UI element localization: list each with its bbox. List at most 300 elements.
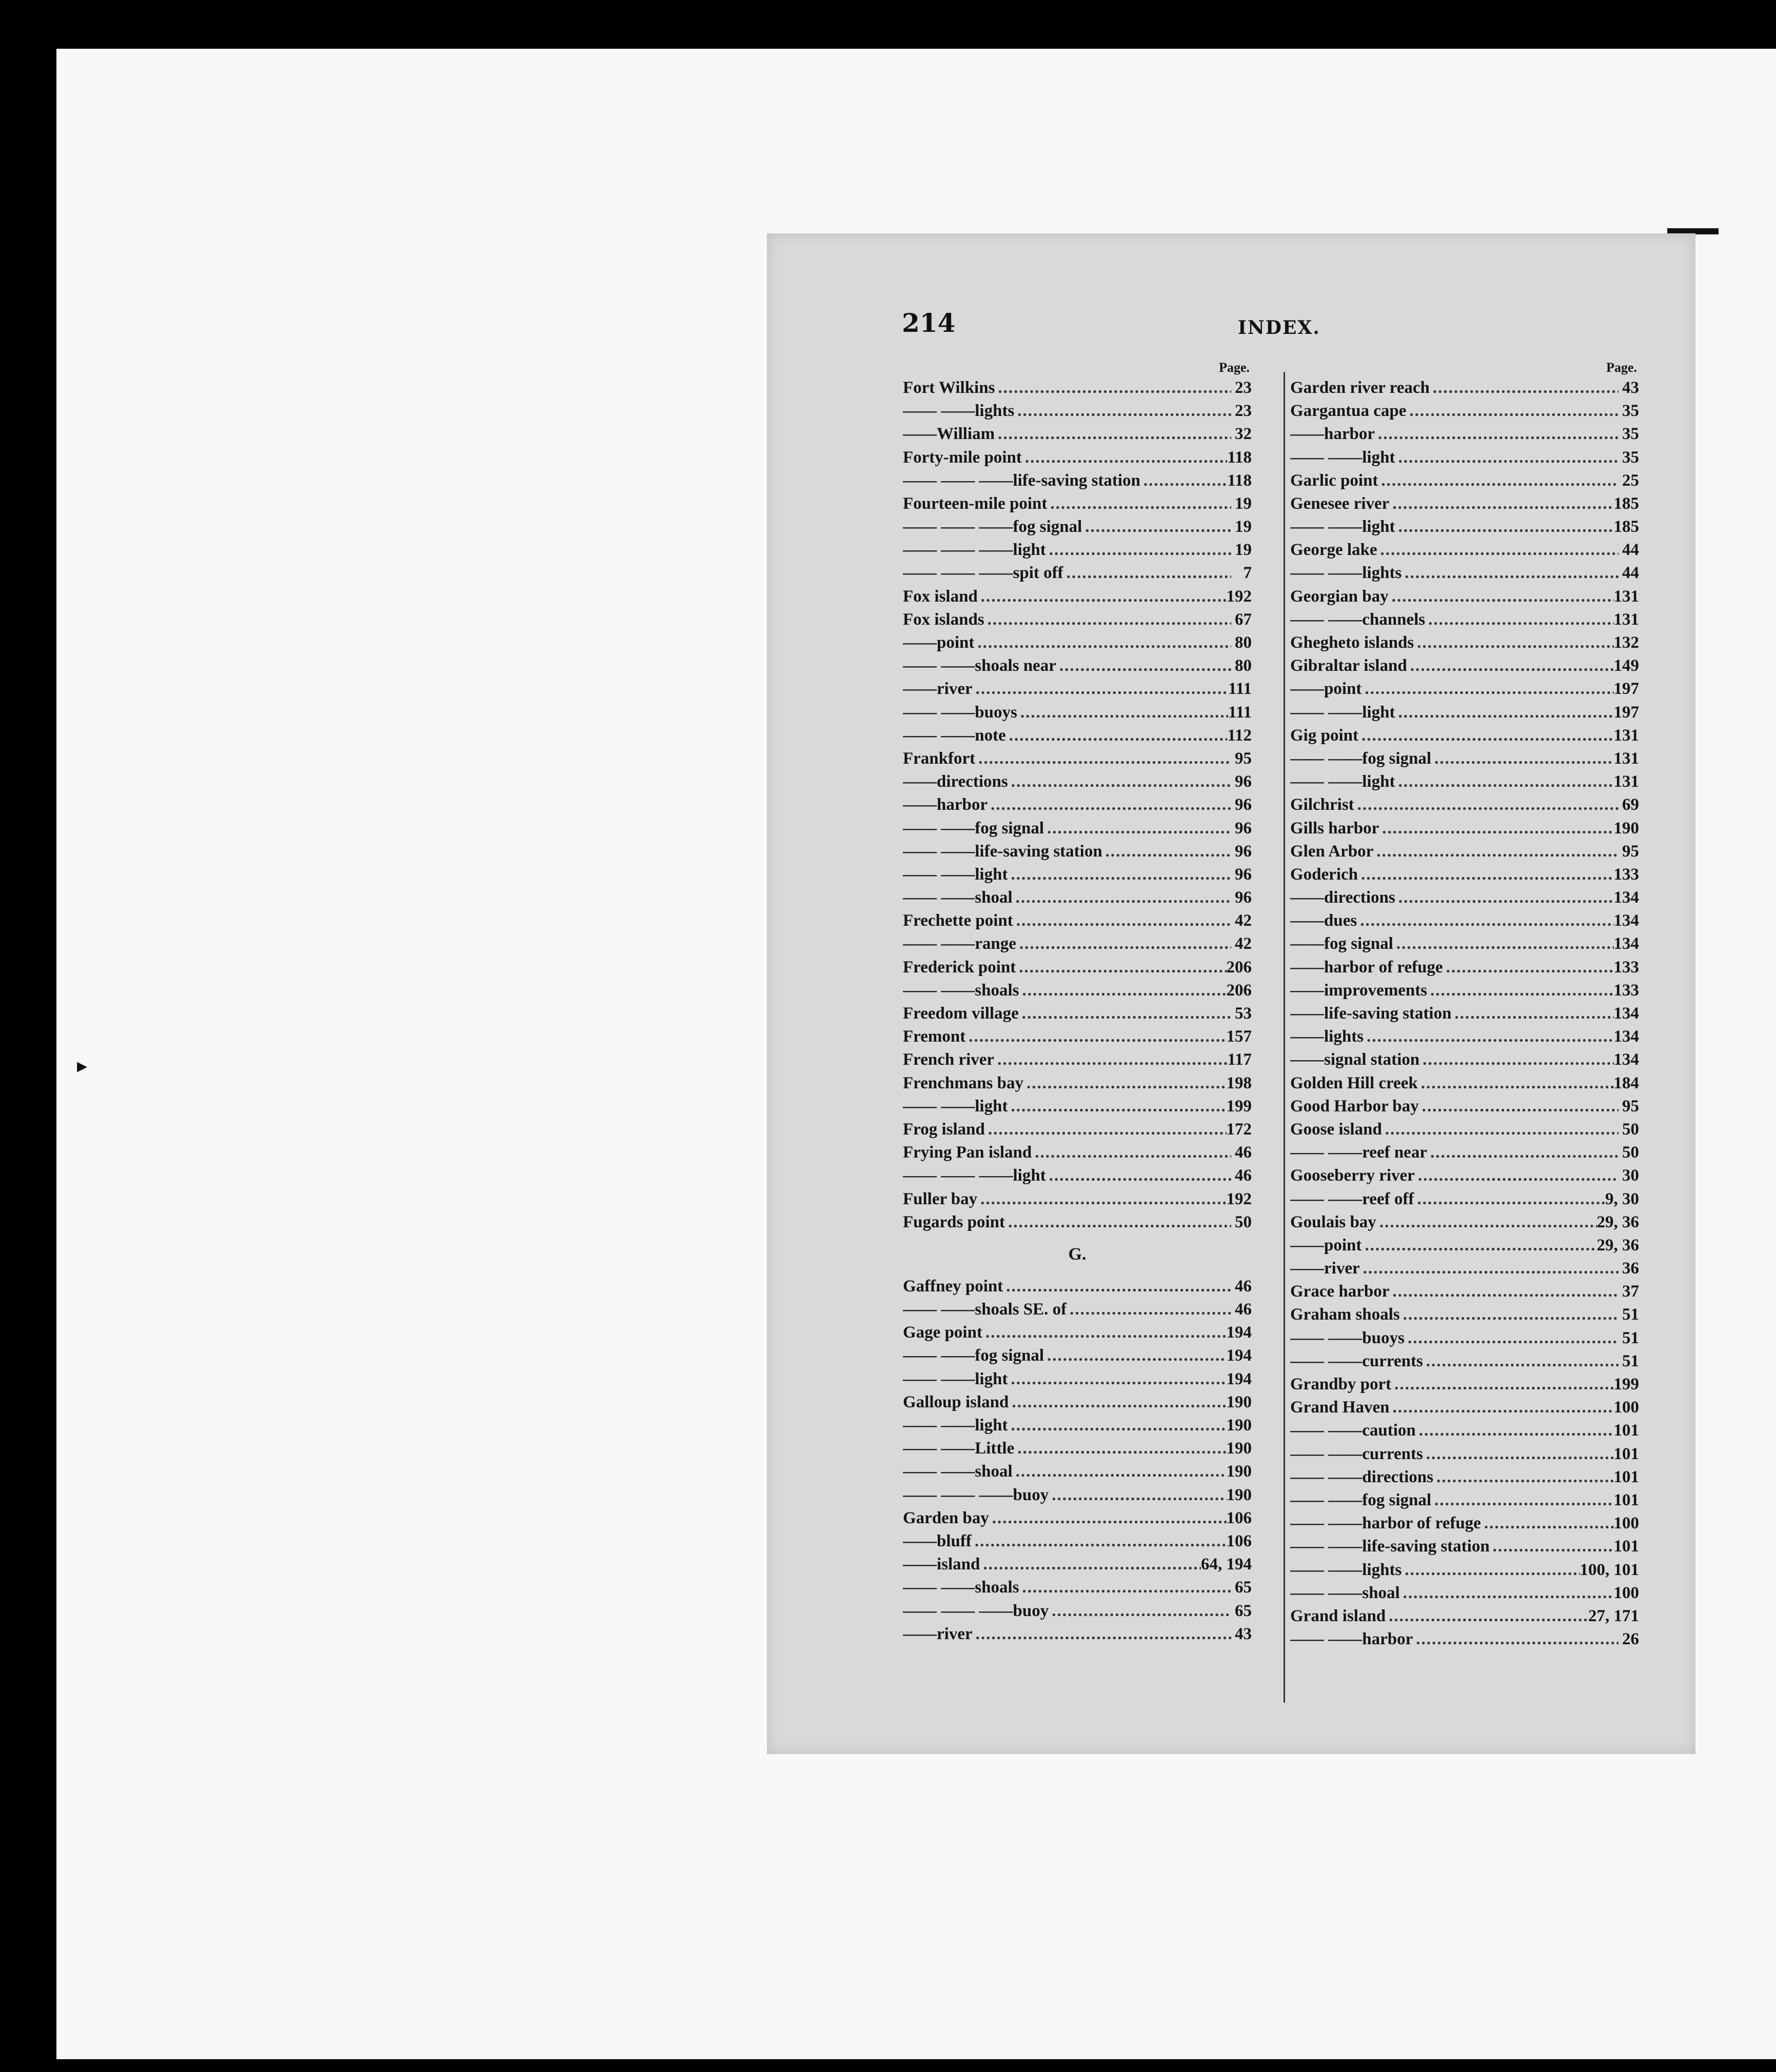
entry-dash: —— ——: [1290, 564, 1363, 583]
index-column-right: [1290, 359, 1639, 1651]
entry-page: 7: [1243, 564, 1252, 583]
entry-name: Gills harbor: [1290, 819, 1379, 838]
entry-page: 194: [1226, 1369, 1252, 1388]
index-entry: [903, 1507, 1252, 1530]
entry-name: lights: [975, 402, 1015, 421]
index-entry: [1290, 840, 1639, 863]
entry-name: dues: [1324, 911, 1357, 930]
entry-dash: —— ——: [903, 1300, 975, 1319]
entry-name: Fox islands: [903, 610, 984, 629]
index-entry: [1290, 608, 1639, 631]
entry-page: 19: [1235, 494, 1252, 513]
entry-name: light: [1013, 541, 1046, 560]
entry-page: 194: [1226, 1323, 1252, 1342]
index-entry: [903, 678, 1252, 701]
index-entry: [903, 654, 1252, 678]
entry-dash: —— ——: [1290, 1351, 1363, 1370]
entry-dash: —— ——: [903, 1578, 975, 1597]
entry-leader: [1008, 1368, 1226, 1391]
entry-dash: —— —— ——: [903, 1485, 1013, 1504]
entry-list-left-g: [903, 1275, 1252, 1646]
index-entry: [903, 956, 1252, 979]
entry-leader: [1389, 1396, 1613, 1419]
index-entry: [1290, 678, 1639, 701]
entry-leader: [1008, 770, 1231, 793]
index-entry: [1290, 1628, 1639, 1651]
entry-dash: ——: [1290, 981, 1324, 1000]
entry-page: 131: [1613, 726, 1639, 745]
index-entry: [1290, 423, 1639, 446]
entry-leader: [1375, 423, 1619, 446]
entry-leader: [1414, 631, 1613, 654]
entry-name: Gage point: [903, 1323, 982, 1342]
entry-name: Fourteen-mile point: [903, 494, 1048, 513]
index-entry: [903, 1368, 1252, 1391]
entry-dash: ——: [1290, 1259, 1324, 1278]
entry-leader: [1046, 539, 1231, 562]
entry-leader: [973, 678, 1229, 701]
entry-name: light: [975, 1416, 1008, 1435]
entry-dash: —— ——: [903, 1369, 975, 1388]
entry-leader: [1049, 1600, 1231, 1623]
entry-page: 185: [1613, 494, 1639, 513]
entry-page: 149: [1613, 656, 1639, 675]
entry-name: harbor: [1324, 425, 1375, 444]
entry-leader: [1019, 979, 1226, 1002]
entry-page: 32: [1235, 425, 1252, 444]
entry-dash: ——: [903, 1531, 937, 1550]
entry-name: shoals: [975, 1578, 1019, 1597]
entry-page: 30: [1622, 1166, 1639, 1185]
entry-leader: [1389, 492, 1613, 515]
entry-page: 29, 36: [1596, 1236, 1639, 1254]
entry-page: 46: [1235, 1166, 1252, 1185]
index-entry: [903, 400, 1252, 423]
index-entry: [903, 585, 1252, 608]
entry-name: life-saving station: [1324, 1004, 1452, 1023]
entry-leader: [1402, 562, 1619, 585]
index-entry: [1290, 492, 1639, 515]
entry-name: buoy: [1013, 1485, 1049, 1504]
entry-dash: —— ——: [1290, 1583, 1363, 1602]
entry-dash: —— ——: [903, 1346, 975, 1365]
entry-name: bluff: [937, 1531, 972, 1550]
entry-leader: [1360, 1257, 1619, 1280]
entry-leader: [1032, 1141, 1231, 1164]
entry-leader: [1443, 956, 1614, 979]
entry-leader: [977, 1188, 1226, 1211]
entry-dash: —— ——: [903, 402, 975, 421]
entry-page: 95: [1622, 1097, 1639, 1115]
index-entry: [1290, 1234, 1639, 1257]
index-entry: [1290, 701, 1639, 724]
entry-page: 44: [1622, 541, 1639, 560]
entry-dash: —— ——: [1290, 1444, 1363, 1463]
entry-name: Graham shoals: [1290, 1305, 1400, 1324]
entry-page: 65: [1235, 1578, 1252, 1597]
index-entry: [903, 770, 1252, 793]
index-entry: [903, 933, 1252, 956]
entry-dash: ——: [903, 795, 937, 814]
entry-page: 26: [1622, 1630, 1639, 1649]
entry-leader: [1005, 1211, 1231, 1234]
column-divider: [1284, 372, 1285, 1703]
index-entry: [903, 863, 1252, 886]
entry-name: light: [1013, 1166, 1046, 1185]
entry-name: Gibraltar island: [1290, 656, 1407, 675]
entry-page: 46: [1235, 1143, 1252, 1162]
entry-page: 133: [1613, 865, 1639, 884]
entry-leader: [1430, 376, 1619, 400]
entry-leader: [1481, 1512, 1614, 1535]
entry-page: 80: [1235, 633, 1252, 652]
entry-leader: [1373, 840, 1619, 863]
index-entry: [1290, 1257, 1639, 1280]
entry-leader: [1014, 1437, 1226, 1460]
entry-dash: ——: [903, 425, 937, 444]
index-entry: [1290, 747, 1639, 770]
index-entry: [1290, 1419, 1639, 1442]
index-entry: [903, 492, 1252, 515]
entry-page: 95: [1622, 842, 1639, 861]
entry-leader: [1378, 469, 1619, 492]
entry-name: river: [937, 1624, 973, 1643]
entry-dash: —— ——: [903, 1097, 975, 1115]
entry-name: George lake: [1290, 541, 1377, 560]
entry-name: note: [975, 726, 1006, 745]
entry-leader: [1046, 1164, 1231, 1187]
index-entry: [1290, 909, 1639, 932]
entry-leader: [1418, 1072, 1614, 1095]
index-entry: [903, 562, 1252, 585]
entry-dash: ——: [1290, 888, 1324, 907]
index-entry: [1290, 817, 1639, 840]
entry-dash: ——: [903, 1624, 937, 1643]
entry-dash: —— ——: [1290, 1630, 1363, 1649]
entry-page: 35: [1622, 448, 1639, 467]
entry-page: 35: [1622, 425, 1639, 444]
entry-page: 65: [1235, 1601, 1252, 1620]
entry-name: Frankfort: [903, 749, 976, 768]
entry-page: 23: [1235, 402, 1252, 421]
entry-name: Good Harbor bay: [1290, 1097, 1419, 1115]
index-entry: [903, 817, 1252, 840]
index-entry: [1290, 1211, 1639, 1234]
index-entry: [903, 1141, 1252, 1164]
entry-leader: [1400, 1304, 1619, 1327]
entry-page: 172: [1226, 1120, 1252, 1139]
entry-leader: [1047, 492, 1231, 515]
index-entry: [1290, 1373, 1639, 1396]
entry-page: 50: [1622, 1143, 1639, 1162]
entry-leader: [1056, 654, 1231, 678]
entry-leader: [1427, 1141, 1619, 1164]
entry-leader: [1049, 1484, 1226, 1507]
entry-leader: [1013, 909, 1231, 932]
entry-page: 19: [1235, 541, 1252, 560]
entry-name: shoals near: [975, 656, 1056, 675]
index-entry: [1290, 585, 1639, 608]
entry-page: 95: [1235, 749, 1252, 768]
entry-leader: [1433, 1466, 1614, 1489]
index-entry: [903, 1460, 1252, 1483]
index-entry: [1290, 539, 1639, 562]
entry-page: 111: [1228, 703, 1252, 722]
entry-name: life-saving station: [1362, 1537, 1490, 1556]
index-entry: [903, 1072, 1252, 1095]
entry-page: 190: [1226, 1439, 1252, 1458]
entry-leader: [974, 631, 1231, 654]
entry-name: Goose island: [1290, 1120, 1382, 1139]
entry-page: 133: [1613, 981, 1639, 1000]
index-entry: [903, 608, 1252, 631]
index-entry: [903, 1623, 1252, 1646]
entry-page: 96: [1235, 819, 1252, 838]
entry-page: 42: [1235, 934, 1252, 953]
entry-name: Frederick point: [903, 958, 1016, 977]
entry-name: currents: [1362, 1351, 1423, 1370]
entry-dash: ——: [1290, 934, 1324, 953]
index-entry: [1290, 1582, 1639, 1605]
entry-page: 133: [1613, 958, 1639, 977]
entry-page: 192: [1226, 587, 1252, 606]
entry-leader: [1013, 1460, 1227, 1483]
entry-leader: [1357, 909, 1613, 932]
entry-name: harbor of refuge: [1324, 958, 1443, 977]
entry-name: Goulais bay: [1290, 1212, 1376, 1231]
entry-name: William: [937, 425, 995, 444]
entry-leader: [1376, 1211, 1597, 1234]
entry-name: Freedom village: [903, 1004, 1019, 1023]
index-entry: [903, 1345, 1252, 1368]
entry-leader: [1013, 886, 1231, 909]
index-entry: [903, 1530, 1252, 1553]
entry-name: Gaffney point: [903, 1277, 1003, 1296]
entry-dash: —— ——: [903, 1462, 975, 1481]
index-entry: [903, 1118, 1252, 1141]
entry-leader: [1395, 886, 1614, 909]
entry-page: 36: [1622, 1259, 1639, 1278]
index-entry: [1290, 376, 1639, 400]
entry-dash: ——: [903, 772, 937, 791]
entry-page: 198: [1226, 1073, 1252, 1092]
entry-leader: [1431, 1489, 1613, 1512]
entry-leader: [1082, 515, 1231, 539]
entry-page: 118: [1227, 471, 1252, 490]
entry-list-left: [903, 376, 1252, 1234]
index-entry: [1290, 1443, 1639, 1466]
entry-page: 132: [1613, 633, 1639, 652]
entry-name: shoals SE. of: [975, 1300, 1067, 1319]
entry-dash: ——: [1290, 1050, 1324, 1069]
entry-name: point: [1324, 680, 1362, 699]
entry-dash: —— ——: [1290, 448, 1363, 467]
entry-dash: ——: [1290, 1236, 1324, 1254]
entry-name: channels: [1362, 610, 1426, 629]
index-entry: [1290, 793, 1639, 816]
entry-page: 96: [1235, 888, 1252, 907]
entry-name: reef off: [1362, 1189, 1414, 1208]
film-edge-mark: ▸: [77, 1054, 88, 1078]
entry-leader: [1386, 1605, 1588, 1628]
entry-page: 29, 36: [1596, 1212, 1639, 1231]
entry-name: Grace harbor: [1290, 1282, 1390, 1301]
entry-leader: [975, 747, 1231, 770]
entry-leader: [1391, 1373, 1613, 1396]
entry-leader: [1419, 1048, 1613, 1071]
entry-dash: ——: [903, 680, 937, 699]
index-entry: [1290, 654, 1639, 678]
index-entry: [903, 1600, 1252, 1623]
entry-name: directions: [1324, 888, 1395, 907]
entry-name: Ghegheto islands: [1290, 633, 1414, 652]
entry-name: caution: [1362, 1421, 1416, 1440]
entry-name: currents: [1362, 1444, 1423, 1463]
index-entry: [1290, 562, 1639, 585]
entry-page: 80: [1235, 656, 1252, 675]
entry-name: light: [975, 1369, 1008, 1388]
page-number: 214: [902, 308, 956, 338]
entry-dash: —— ——: [1290, 1143, 1363, 1162]
entry-page: 35: [1622, 402, 1639, 421]
index-entry: [903, 1553, 1252, 1576]
entry-page: 134: [1613, 1004, 1639, 1023]
entry-dash: —— ——: [1290, 1560, 1363, 1579]
entry-leader: [1044, 1345, 1226, 1368]
entry-dash: —— ——: [1290, 1467, 1363, 1486]
entry-name: harbor of refuge: [1362, 1514, 1481, 1533]
index-entry: [903, 1484, 1252, 1507]
entry-leader: [1400, 1582, 1614, 1605]
entry-name: spit off: [1013, 564, 1063, 583]
entry-dash: —— —— ——: [903, 471, 1013, 490]
entry-page: 100, 101: [1580, 1560, 1639, 1579]
entry-name: reef near: [1362, 1143, 1427, 1162]
entry-leader: [1425, 608, 1613, 631]
entry-leader: [985, 1118, 1227, 1141]
entry-dash: —— ——: [903, 1439, 975, 1458]
index-entry: [1290, 1396, 1639, 1419]
entry-name: Fugards point: [903, 1212, 1005, 1231]
entry-name: harbor: [1362, 1630, 1413, 1649]
index-page: [767, 233, 1695, 1754]
index-entry: [903, 1048, 1252, 1071]
index-entry: [903, 909, 1252, 932]
index-entry: [903, 1095, 1252, 1118]
entry-page: 43: [1235, 1624, 1252, 1643]
entry-name: directions: [937, 772, 1008, 791]
entry-page: 101: [1613, 1537, 1639, 1556]
entry-leader: [1402, 1559, 1580, 1582]
entry-dash: —— ——: [903, 981, 975, 1000]
entry-leader: [1019, 1002, 1231, 1025]
index-entry: [1290, 1118, 1639, 1141]
entry-dash: ——: [1290, 680, 1324, 699]
index-entry: [1290, 400, 1639, 423]
entry-leader: [1023, 1072, 1227, 1095]
entry-page: 100: [1613, 1398, 1639, 1417]
index-entry: [1290, 1489, 1639, 1512]
index-entry: [903, 1211, 1252, 1234]
entry-name: light: [975, 1097, 1008, 1115]
index-entry: [903, 423, 1252, 446]
entry-name: improvements: [1324, 981, 1428, 1000]
entry-leader: [1395, 770, 1613, 793]
entry-name: Grandby port: [1290, 1375, 1392, 1394]
index-entry: [1290, 515, 1639, 539]
entry-leader: [1405, 1327, 1619, 1350]
entry-page: 134: [1613, 888, 1639, 907]
index-entry: [903, 701, 1252, 724]
index-entry: [1290, 1304, 1639, 1327]
entry-leader: [1414, 1188, 1605, 1211]
entry-dash: —— ——: [903, 888, 975, 907]
entry-page: 96: [1235, 865, 1252, 884]
index-entry: [903, 840, 1252, 863]
entry-page: 194: [1226, 1346, 1252, 1365]
entry-leader: [1006, 724, 1228, 747]
entry-dash: —— ——: [1290, 1537, 1363, 1556]
index-entry: [903, 1576, 1252, 1599]
entry-name: Frenchmans bay: [903, 1073, 1023, 1092]
index-entry: [1290, 1048, 1639, 1071]
entry-page: 117: [1227, 1050, 1252, 1069]
entry-name: lights: [1362, 1560, 1402, 1579]
entry-page: 101: [1613, 1490, 1639, 1509]
entry-name: French river: [903, 1050, 995, 1069]
entry-dash: —— ——: [1290, 749, 1363, 768]
entry-name: Forty-mile point: [903, 448, 1022, 467]
entry-name: buoys: [975, 703, 1017, 722]
entry-page: 44: [1622, 564, 1639, 583]
entry-page: 25: [1622, 471, 1639, 490]
entry-dash: —— —— ——: [903, 1166, 1013, 1185]
entry-dash: —— —— ——: [903, 517, 1013, 536]
entry-dash: —— ——: [1290, 1421, 1363, 1440]
entry-page: 96: [1235, 842, 1252, 861]
entry-leader: [1490, 1535, 1614, 1558]
entry-leader: [1427, 979, 1613, 1002]
entry-page: 190: [1226, 1392, 1252, 1411]
entry-page: 101: [1613, 1421, 1639, 1440]
entry-page: 190: [1226, 1462, 1252, 1481]
entry-name: Gooseberry river: [1290, 1166, 1415, 1185]
index-entry: [903, 1188, 1252, 1211]
entry-leader: [1382, 1118, 1619, 1141]
entry-leader: [1014, 400, 1231, 423]
entry-dash: —— ——: [1290, 772, 1363, 791]
index-entry: [1290, 1072, 1639, 1095]
index-entry: [903, 793, 1252, 816]
entry-name: shoals: [975, 981, 1019, 1000]
entry-leader: [1102, 840, 1231, 863]
entry-page: 101: [1613, 1467, 1639, 1486]
index-entry: [1290, 1280, 1639, 1303]
entry-name: Frechette point: [903, 911, 1013, 930]
index-entry: [1290, 1141, 1639, 1164]
entry-page: 23: [1235, 378, 1252, 397]
entry-page: 199: [1613, 1375, 1639, 1394]
entry-dash: —— ——: [1290, 517, 1363, 536]
entry-page: 134: [1613, 911, 1639, 930]
entry-name: Georgian bay: [1290, 587, 1389, 606]
entry-leader: [1395, 446, 1619, 469]
entry-page: 101: [1613, 1444, 1639, 1463]
entry-name: buoys: [1362, 1328, 1405, 1347]
entry-name: Little: [975, 1439, 1015, 1458]
index-entry: [903, 1391, 1252, 1414]
index-entry: [903, 1298, 1252, 1321]
